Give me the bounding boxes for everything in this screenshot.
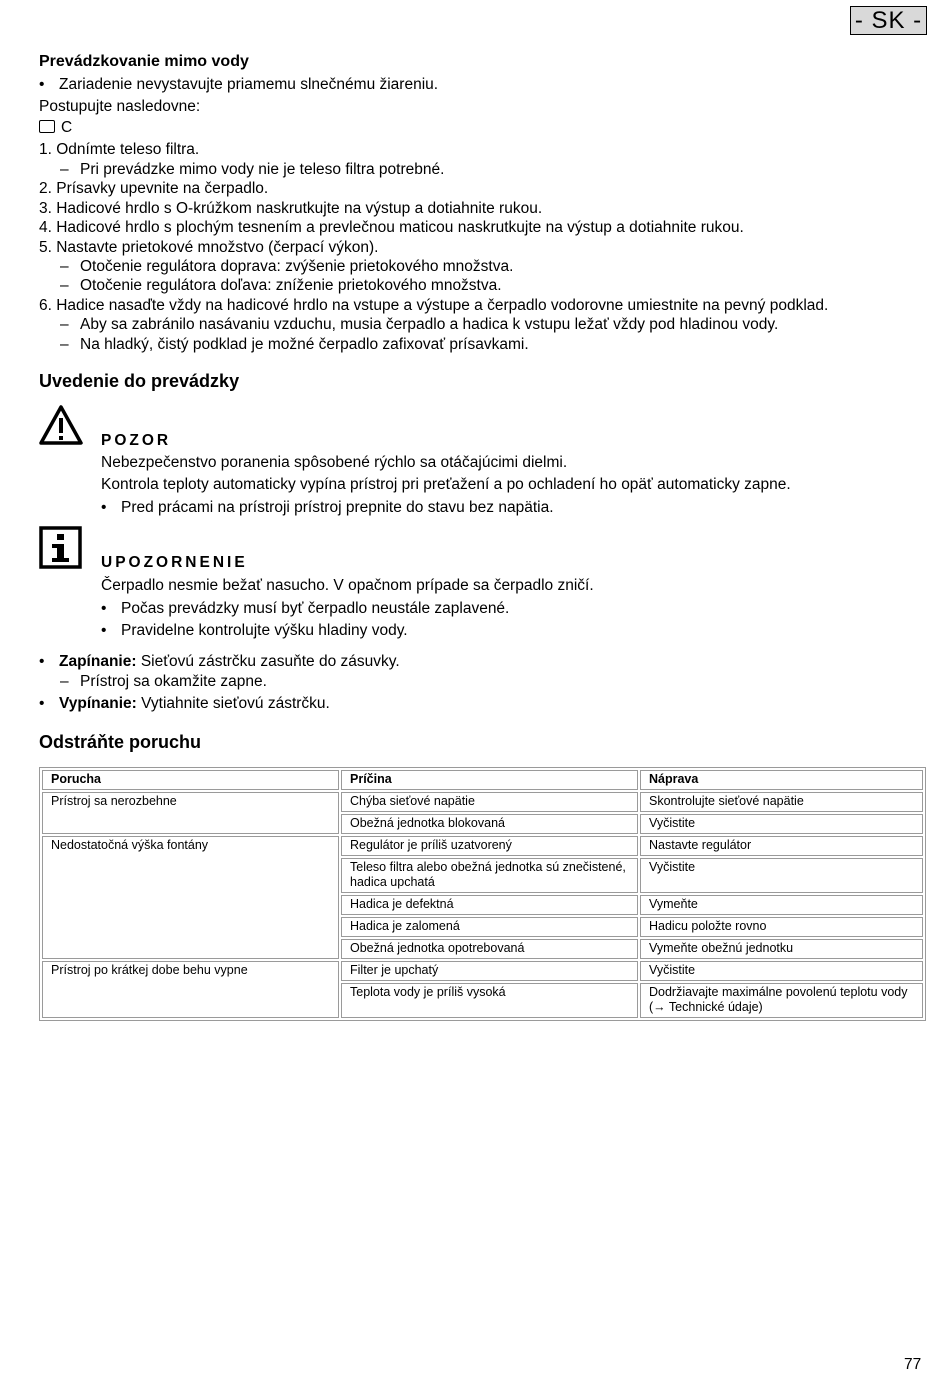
table-row — [42, 836, 923, 856]
section-title-operation-out-of-water: Prevádzkovanie mimo vody — [39, 53, 249, 70]
remedy-cell: Dodržiavajte maximálne povolenú teplotu vody (→ Technické údaje) — [640, 983, 923, 1018]
caution-line-1: Nebezpečenstvo poranenia spôsobené rýchlo sa otáčajúcimi dielmi. — [101, 454, 568, 471]
language-badge: - SK - — [850, 6, 927, 35]
fault-cell: Nedostatočná výška fontány — [42, 836, 339, 959]
caution-bullet: • Pred prácami na prístroji prístroj prepnite do stavu bez napätia. — [121, 499, 554, 517]
procedure-intro: Postupujte nasledovne: — [39, 98, 201, 115]
remedy-cell: Hadicu položte rovno — [640, 917, 923, 937]
step-3: 3. Hadicové hrdlo s O-krúžkom naskrutkujte na výstup a dotiahnite rukou. — [39, 200, 543, 217]
remedy-cell: Nastavte regulátor — [640, 836, 923, 856]
step-5-note-right: – Otočenie regulátora doprava: zvýšenie prietokového množstva. — [60, 258, 514, 275]
figure-reference: C — [39, 119, 72, 137]
cause-cell: Hadica je defektná — [341, 895, 638, 915]
remedy-cell: Vyčistite — [640, 814, 923, 834]
cause-cell: Obežná jednotka opotrebovaná — [341, 939, 638, 959]
info-icon — [39, 526, 82, 569]
bullet-sunlight: • Zariadenie nevystavujte priamemu slnečnému žiareniu. — [59, 76, 438, 94]
step-6-note-air: – Aby sa zabránilo nasávaniu vzduchu, musia čerpadlo a hadica k vstupu ležať vždy pod hladinou vody. — [60, 316, 779, 333]
step-2: 2. Prísavky upevnite na čerpadlo. — [39, 180, 269, 197]
step-6-note-suction: – Na hladký, čistý podklad je možné čerpadlo zafixovať prísavkami. — [60, 336, 529, 353]
cause-cell: Teleso filtra alebo obežná jednotka sú znečistené, hadica upchatá — [341, 858, 638, 893]
section-title-troubleshooting: Odstráňte poruchu — [39, 732, 202, 752]
header-cause: Príčina — [341, 770, 638, 790]
table-row — [42, 961, 923, 981]
section-title-commissioning: Uvedenie do prevádzky — [39, 371, 240, 391]
caution-line-2: Kontrola teploty automaticky vypína prístroj pri preťažení a po ochladení ho opäť automaticky zapne. — [101, 476, 791, 493]
table-header-row — [42, 770, 923, 790]
figure-icon — [39, 120, 55, 133]
remedy-cell: Vyčistite — [640, 961, 923, 981]
fault-cell: Prístroj po krátkej dobe behu vypne — [42, 961, 339, 1018]
remedy-cell: Vyčistite — [640, 858, 923, 893]
fault-cell: Prístroj sa nerozbehne — [42, 792, 339, 834]
switch-on-instruction: • Zapínanie: Sieťovú zástrčku zasuňte do zásuvky. — [59, 653, 400, 671]
cause-cell: Hadica je zalomená — [341, 917, 638, 937]
cause-cell: Filter je upchatý — [341, 961, 638, 981]
header-fault: Porucha — [42, 770, 339, 790]
remedy-cell: Vymeňte — [640, 895, 923, 915]
page-number: 77 — [904, 1356, 922, 1373]
step-6: 6. Hadice nasaďte vždy na hadicové hrdlo na vstupe a výstupe a čerpadlo vodorovne umiestnite na pevný podklad. — [39, 297, 829, 314]
cause-cell: Chýba sieťové napätie — [341, 792, 638, 812]
table-row — [42, 792, 923, 812]
notice-bullet-1: • Počas prevádzky musí byť čerpadlo neustále zaplavené. — [121, 600, 509, 618]
header-remedy: Náprava — [640, 770, 923, 790]
remedy-cell: Vymeňte obežnú jednotku — [640, 939, 923, 959]
notice-line-1: Čerpadlo nesmie bežať nasucho. V opačnom prípade sa čerpadlo zničí. — [101, 577, 594, 594]
remedy-cell: Skontrolujte sieťové napätie — [640, 792, 923, 812]
step-1-note: – Pri prevádzke mimo vody nie je teleso filtra potrebné. — [60, 161, 445, 178]
switch-off-instruction: • Vypínanie: Vytiahnite sieťovú zástrčku. — [59, 695, 330, 713]
cause-cell: Obežná jednotka blokovaná — [341, 814, 638, 834]
step-5-note-left: – Otočenie regulátora doľava: zníženie prietokového množstva. — [60, 277, 502, 294]
notice-title: UPOZORNENIE — [101, 554, 248, 571]
switch-on-note: – Prístroj sa okamžite zapne. — [60, 673, 267, 690]
caution-title: POZOR — [101, 432, 172, 449]
cause-cell: Teplota vody je príliš vysoká — [341, 983, 638, 1018]
step-4: 4. Hadicové hrdlo s plochým tesnením a prevlečnou maticou naskrutkujte na výstup a dotiahnite rukou. — [39, 219, 744, 236]
warning-triangle-icon — [39, 405, 83, 445]
notice-bullet-2: • Pravidelne kontrolujte výšku hladiny vody. — [121, 622, 408, 640]
step-1: 1. Odnímte teleso filtra. — [39, 141, 200, 158]
step-5: 5. Nastavte prietokové množstvo (čerpací výkon). — [39, 239, 379, 256]
cause-cell: Regulátor je príliš uzatvorený — [341, 836, 638, 856]
troubleshooting-table — [39, 767, 926, 1021]
